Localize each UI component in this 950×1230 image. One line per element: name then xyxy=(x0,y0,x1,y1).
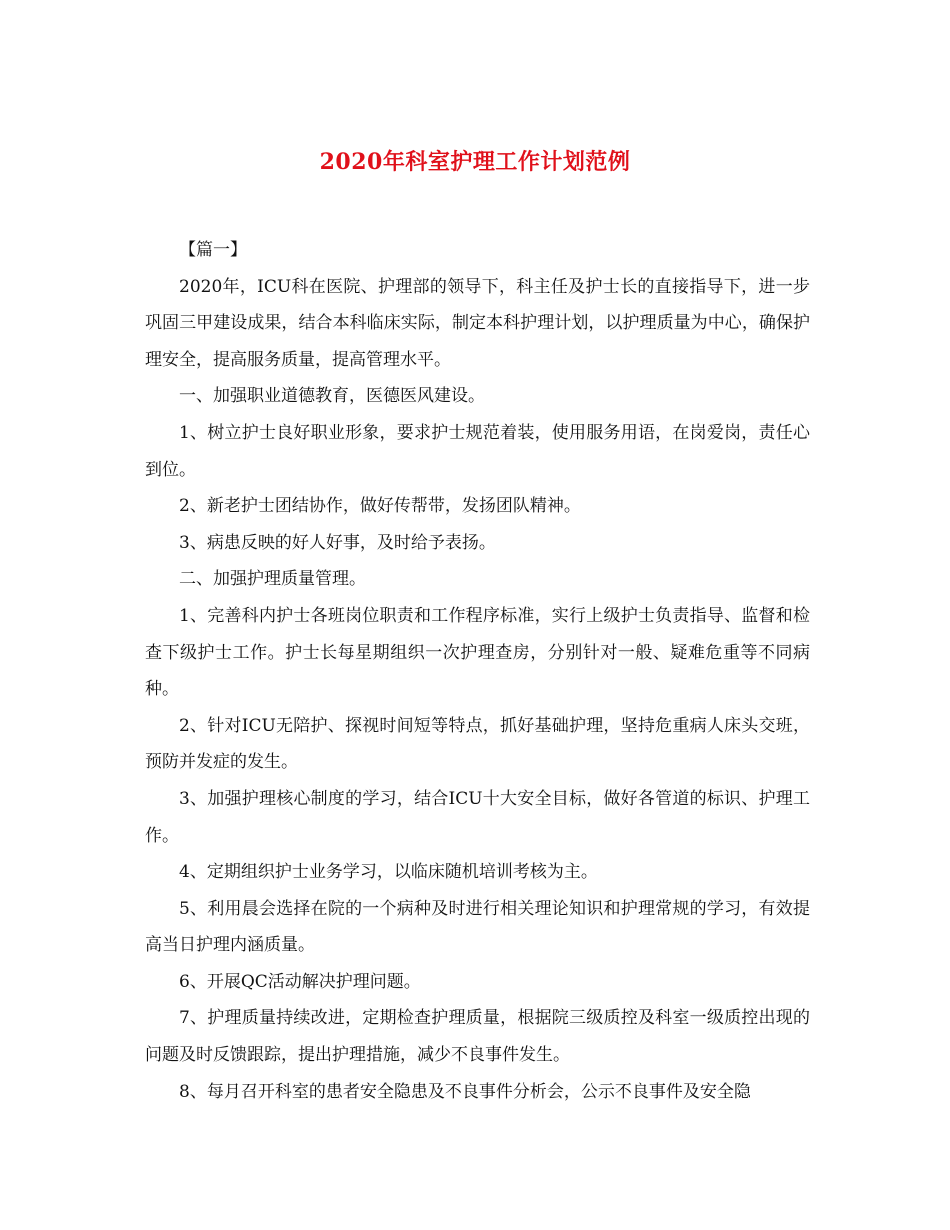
section-label: 【篇一】 xyxy=(179,240,247,260)
heading-section-2: 二、加强护理质量管理。 xyxy=(179,569,366,590)
paragraph-1-2: 2、新老护士团结协作，做好传帮带，发扬团队精神。 xyxy=(179,496,581,517)
paragraph-1-1: 1、树立护士良好职业形象，要求护士规范着装，使用服务用语，在岗爱岗，责任心到位。 xyxy=(145,422,810,480)
document-title: 2020年科室护理工作计划范例 xyxy=(319,149,631,175)
paragraph-2-3: 3、加强护理核心制度的学习，结合ICU十大安全目标，做好各管道的标识、护理工作。 xyxy=(145,788,810,846)
paragraph-2-4: 4、定期组织护士业务学习，以临床随机培训考核为主。 xyxy=(179,862,598,883)
paragraph-2-7: 7、护理质量持续改进，定期检查护理质量，根据院三级质控及科室一级质控出现的问题及时反馈跟踪，提出护理措施，减少不良事件发生。 xyxy=(145,1008,810,1066)
paragraph-2-2: 2、针对ICU无陪护、探视时间短等特点，抓好基础护理，坚持危重病人床头交班，预防并发症的发生。 xyxy=(145,715,810,773)
paragraph-2-8: 8、每月召开科室的患者安全隐患及不良事件分析会，公示不良事件及安全隐 xyxy=(179,1081,751,1102)
heading-section-1: 一、加强职业道德教育，医德医风建设。 xyxy=(179,386,485,407)
paragraph-2-5: 5、利用晨会选择在院的一个病种及时进行相关理论知识和护理常规的学习，有效提高当日护理内涵质量。 xyxy=(145,898,810,956)
document-body xyxy=(145,232,810,1110)
paragraph-intro: 2020年，ICU科在医院、护理部的领导下，科主任及护士长的直接指导下，进一步巩固三甲建设成果，结合本科临床实际，制定本科护理计划，以护理质量为中心，确保护理安全，提高服务质量，提高管理水平。 xyxy=(145,276,810,370)
paragraph-2-6: 6、开展QC活动解决护理问题。 xyxy=(179,971,421,992)
paragraph-1-3: 3、病患反映的好人好事，及时给予表扬。 xyxy=(179,532,496,553)
paragraph-2-1: 1、完善科内护士各班岗位职责和工作程序标准，实行上级护士负责指导、监督和检查下级护士工作。护士长每星期组织一次护理查房，分别针对一般、疑难危重等不同病种。 xyxy=(145,605,810,700)
